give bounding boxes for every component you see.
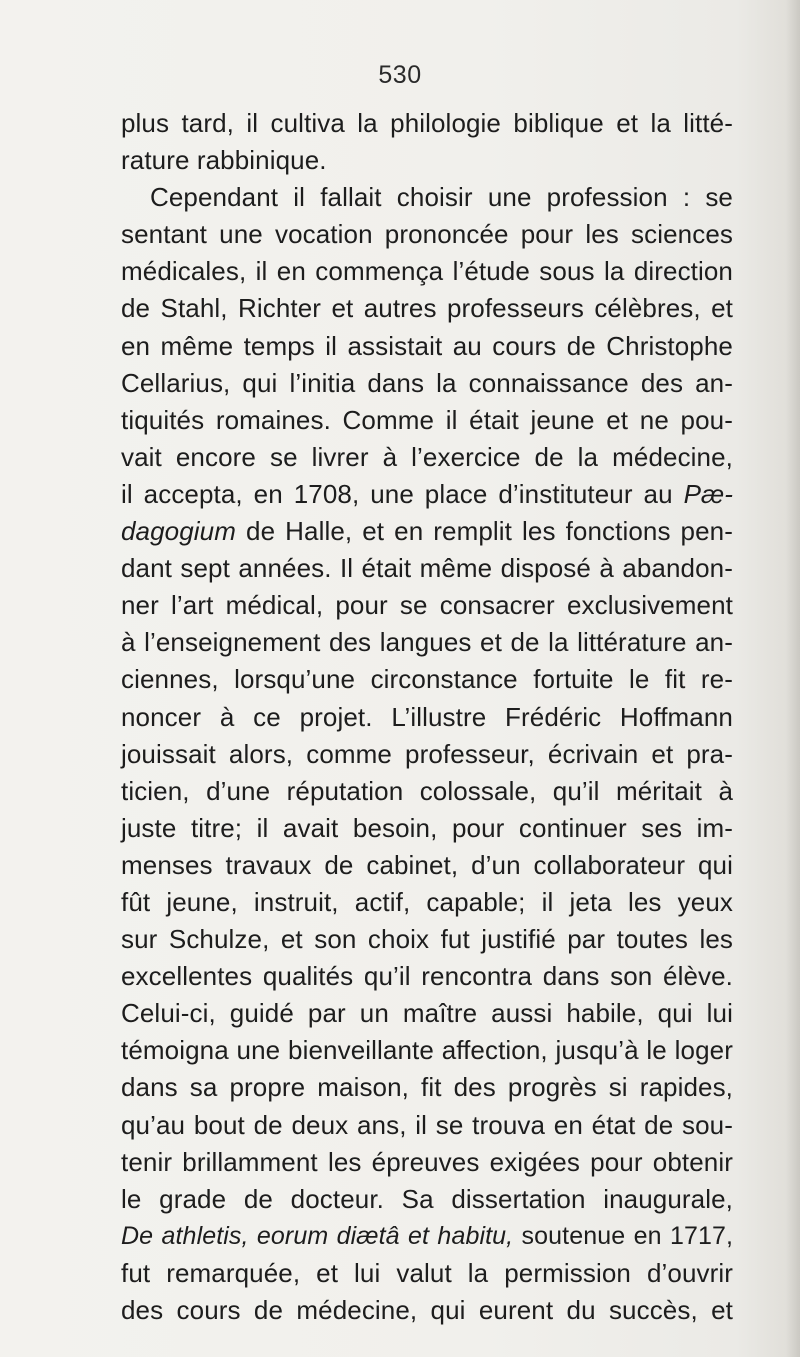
page-edge-shadow xyxy=(786,0,800,1357)
line-text: sentant une vocation prononcée pour les sciences xyxy=(121,219,733,250)
line-text: Cependant il fallait choisir une profession : se xyxy=(150,182,733,213)
text-line xyxy=(121,1032,733,1069)
text-line xyxy=(121,1218,733,1255)
line-text: ciennes, lorsqu’une circonstance fortuite le fit re- xyxy=(121,664,733,695)
line-text: il accepta, en 1708, une place d’instituteur au xyxy=(121,478,684,509)
body-text xyxy=(121,105,733,1329)
text-line xyxy=(121,513,733,550)
text-line xyxy=(121,439,733,476)
line-text: de Halle, et en remplit les fonctions pen- xyxy=(236,516,733,547)
italic-title: Pæ- xyxy=(683,478,733,509)
text-line xyxy=(121,402,733,439)
text-line xyxy=(121,1069,733,1106)
line-text: dans sa propre maison, fit des progrès si rapides, xyxy=(121,1072,733,1103)
line-text: le grade de docteur. Sa dissertation inaugurale, xyxy=(121,1183,733,1214)
line-text: témoigna une bienveillante affection, jusqu’à le loger xyxy=(121,1035,733,1066)
line-text: fut remarquée, et lui valut la permission d’ouvrir xyxy=(121,1257,733,1288)
text-line xyxy=(121,179,733,216)
text-line xyxy=(121,365,733,402)
italic-title: dagogium xyxy=(121,516,236,547)
text-line xyxy=(121,1107,733,1144)
line-text: tiquités romaines. Comme il était jeune et ne pou- xyxy=(121,404,733,435)
line-text: qu’au bout de deux ans, il se trouva en état de sou- xyxy=(121,1109,733,1140)
line-text: ner l’art médical, pour se consacrer exclusivement xyxy=(121,590,733,621)
text-line xyxy=(121,587,733,624)
text-line xyxy=(121,699,733,736)
text-line xyxy=(121,1144,733,1181)
line-text: juste titre; il avait besoin, pour continuer ses im- xyxy=(121,812,733,843)
text-line xyxy=(121,810,733,847)
line-text: soutenue en 1717, xyxy=(513,1221,734,1250)
line-text: tenir brillamment les épreuves exigées pour obtenir xyxy=(121,1146,733,1177)
text-line xyxy=(121,1255,733,1292)
line-text: à l’enseignement des langues et de la littérature an- xyxy=(121,627,733,658)
line-text: vait encore se livrer à l’exercice de la médecine, xyxy=(121,441,733,472)
line-text: médicales, il en commença l’étude sous la direction xyxy=(121,256,733,287)
text-line xyxy=(121,550,733,587)
line-text: excellentes qualités qu’il rencontra dans son élève. xyxy=(121,961,733,992)
text-line xyxy=(121,328,733,365)
line-text: des cours de médecine, qui eurent du succès, et xyxy=(121,1295,733,1325)
text-line xyxy=(121,661,733,698)
text-line xyxy=(121,253,733,290)
line-text: noncer à ce projet. L’illustre Frédéric Hoffmann xyxy=(121,701,733,732)
text-line xyxy=(121,1181,733,1218)
text-line xyxy=(121,958,733,995)
italic-title: De athletis, eorum diætâ et habitu, xyxy=(121,1221,514,1250)
text-line xyxy=(121,773,733,810)
text-line xyxy=(121,142,733,179)
line-text: ticien, d’une réputation colossale, qu’il méritait à xyxy=(121,775,733,806)
line-text: sur Schulze, et son choix fut justifié par toutes les xyxy=(121,924,733,955)
text-line xyxy=(121,995,733,1032)
text-line xyxy=(121,847,733,884)
line-text: Cellarius, qui l’initia dans la connaissance des an- xyxy=(121,367,733,398)
line-text: plus tard, il cultiva la philologie biblique et la litté- xyxy=(121,108,733,138)
line-text: jouissait alors, comme professeur, écrivain et pra- xyxy=(121,738,733,769)
text-line xyxy=(121,290,733,327)
line-text: en même temps il assistait au cours de Christophe xyxy=(121,330,733,361)
text-line xyxy=(121,1292,733,1329)
text-line xyxy=(121,736,733,773)
text-line xyxy=(121,216,733,253)
line-text: menses travaux de cabinet, d’un collaborateur qui xyxy=(121,849,733,880)
line-text: Celui-ci, guidé par un maître aussi habile, qui lui xyxy=(121,998,733,1029)
text-line xyxy=(121,624,733,661)
text-line xyxy=(121,884,733,921)
line-text: rature rabbinique. xyxy=(121,145,327,176)
line-text: dant sept années. Il était même disposé à abandon- xyxy=(121,553,733,584)
text-line xyxy=(121,921,733,958)
line-text: de Stahl, Richter et autres professeurs célèbres, et xyxy=(121,293,733,324)
text-line xyxy=(121,476,733,513)
text-line xyxy=(121,105,733,142)
line-text: fût jeune, instruit, actif, capable; il jeta les yeux xyxy=(121,886,733,917)
page-number: 530 xyxy=(378,61,422,89)
